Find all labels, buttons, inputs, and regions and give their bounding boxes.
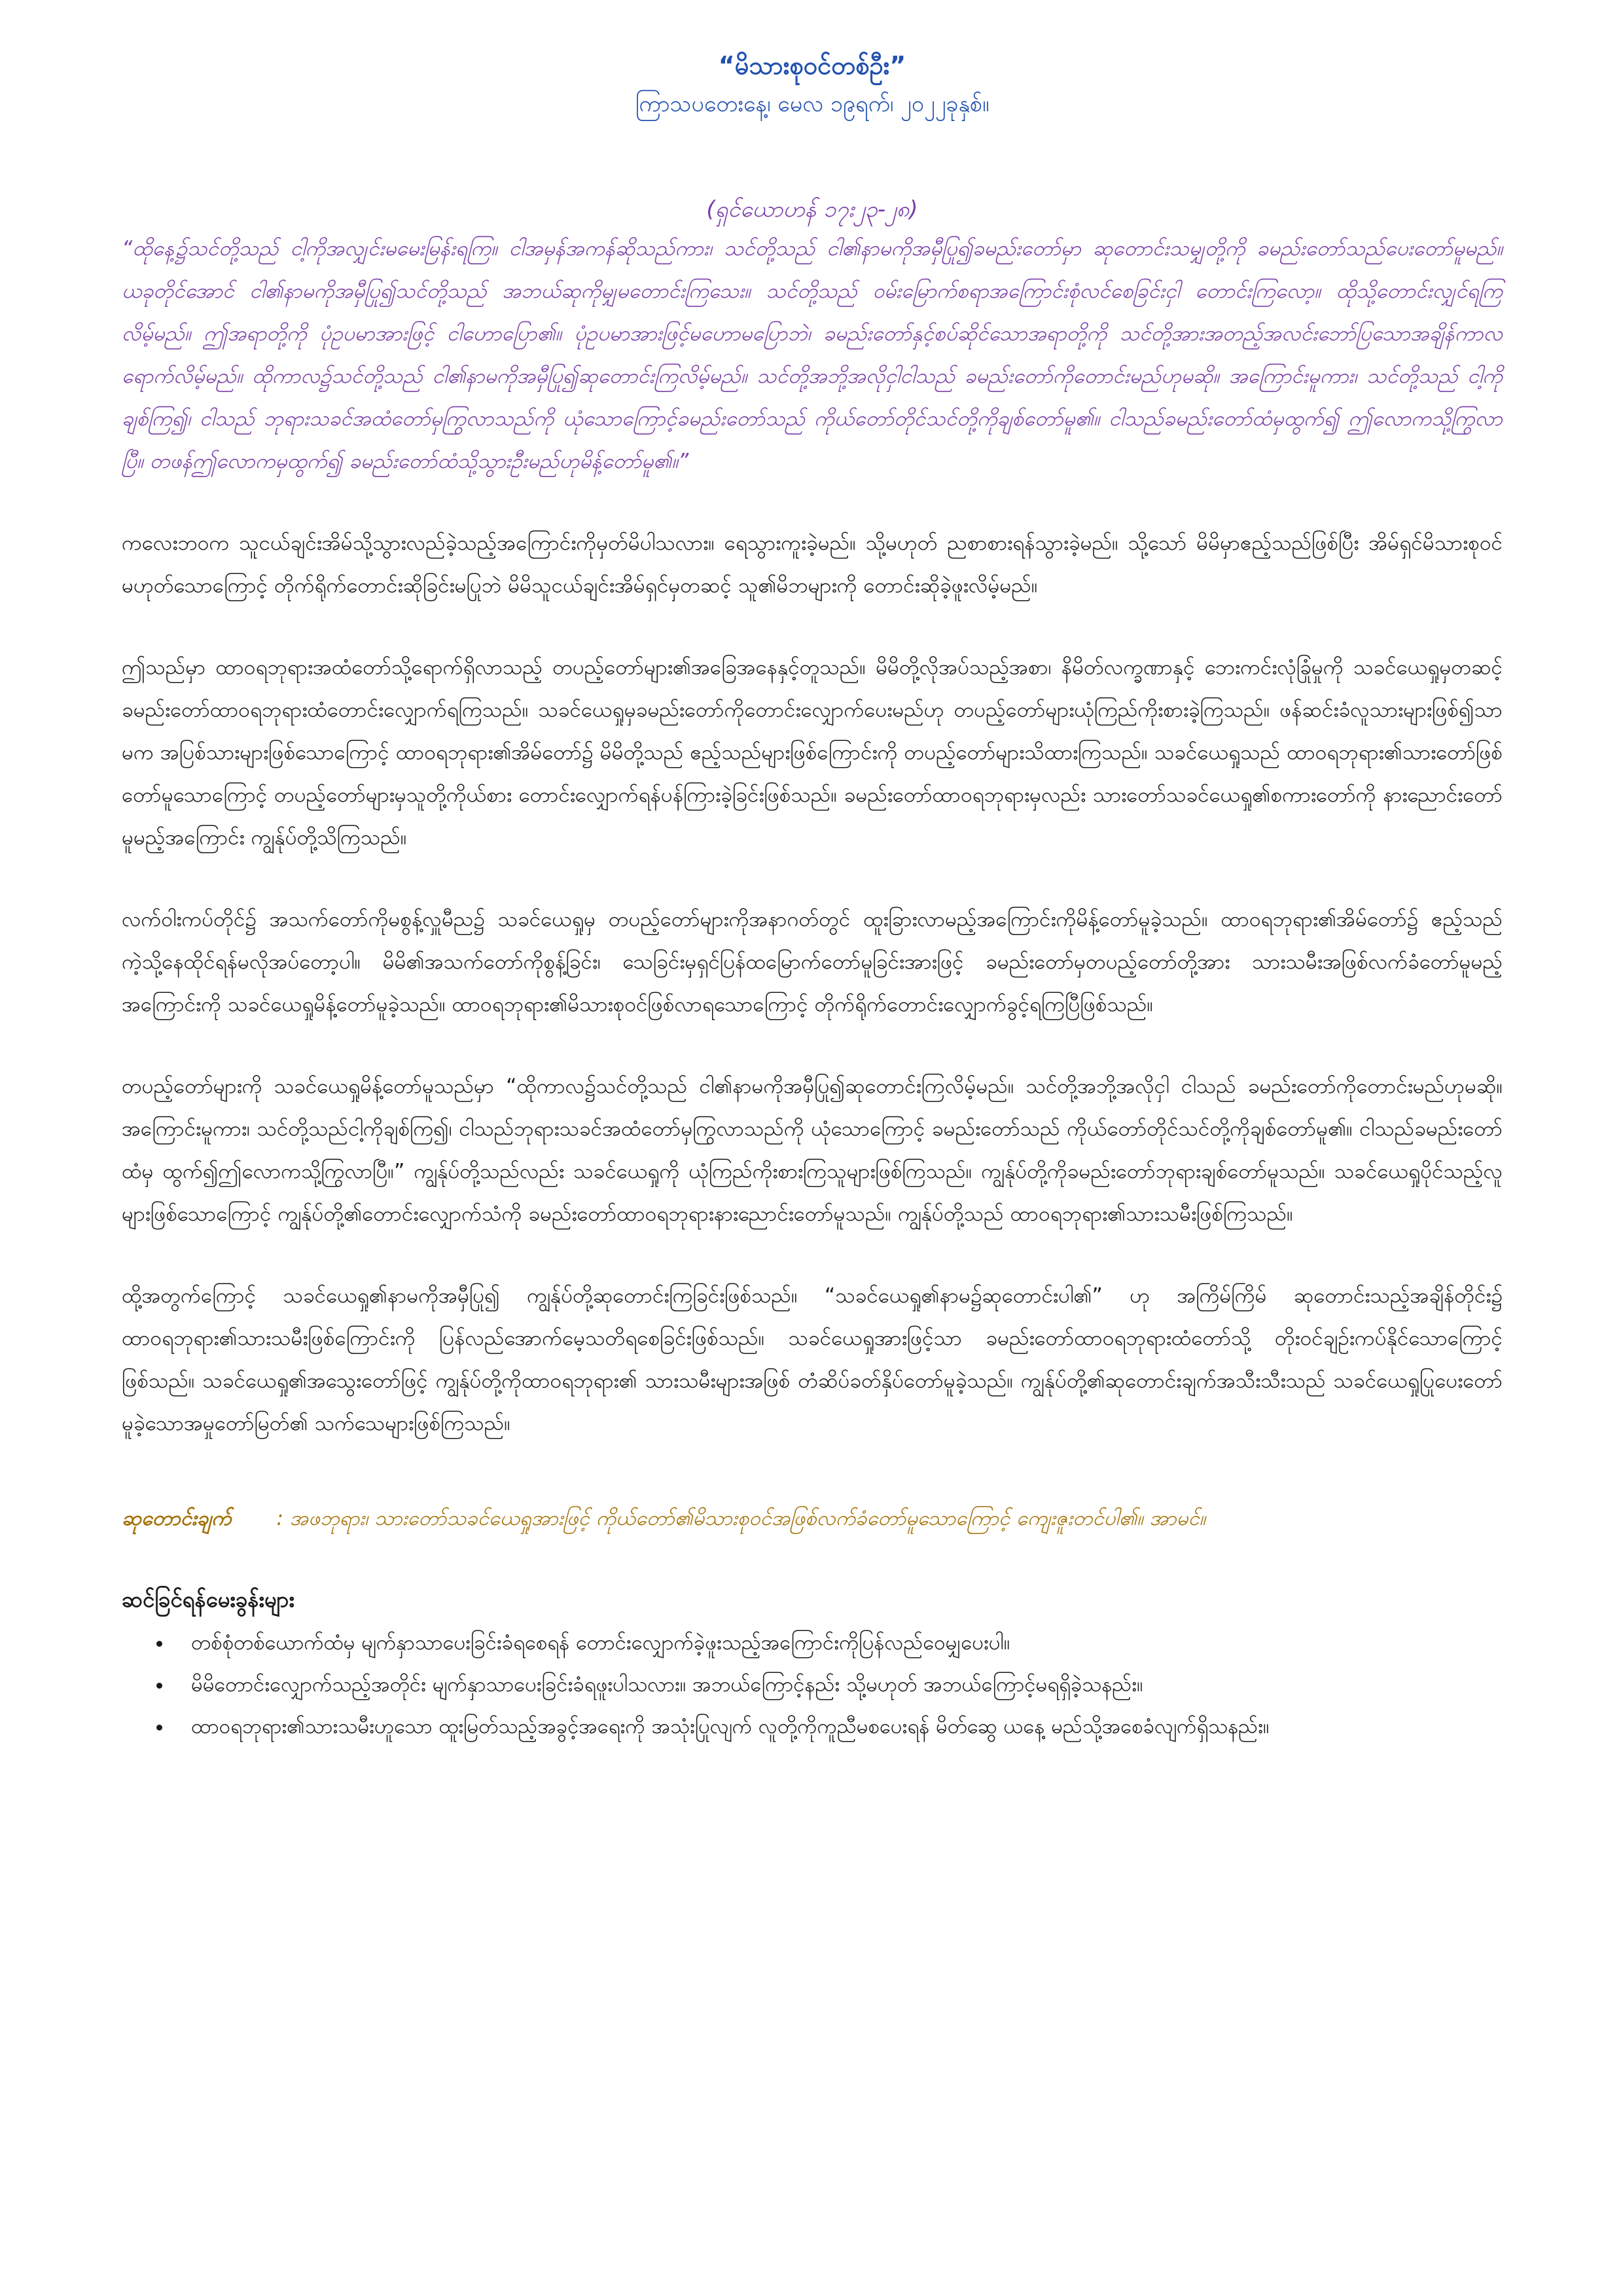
devotional-page (122, 46, 1503, 1749)
body-paragraph-2: ဤသည်မှာ ထာဝရဘုရားအထံတော်သို့ရောက်ရှိလာသည့် တပည့်တော်များ၏အခြေအနေနှင့်တူသည်။ မိမိတို့လိုအပ်သည့်အစာ၊ နိမိတ်လက္ခဏာနှင့် ဘေးကင်းလုံခြုံမှုကို သခင်ယေရှုမှတဆင့် ခမည်းတော်ထာဝရဘုရားထံတောင်းလျှောက်ရကြသည်။ သခင်ယေရှုမှခမည်းတော်ကိုတောင်းလျှောက်ပေးမည်ဟု တပည့်တော်များယုံကြည်ကိုးစားခဲ့ကြသည်။ ဖန်ဆင်းခံလူသားများဖြစ်၍သာမက အပြစ်သားများဖြစ်သောကြောင့် ထာဝရဘုရား၏အိမ်တော်၌ မိမိတို့သည် ဧည့်သည်များဖြစ်ကြောင်းကို တပည့်တော်များသိထားကြသည်။ သခင်ယေရှုသည် ထာဝရဘုရား၏သားတော်ဖြစ်တော်မူသောကြောင့် တပည့်တော်များမှသူတို့ကိုယ်စား တောင်းလျှောက်ရန်ပန်ကြားခဲ့ခြင်းဖြစ်သည်။ ခမည်းတော်ထာဝရဘုရားမှလည်း သားတော်သခင်ယေရှု၏စကားတော်ကို နားညောင်းတော်မူမည့်အကြောင်း ကျွန်ုပ်တို့သိကြသည်။ (122, 656, 1503, 850)
questions-heading: ဆင်ခြင်ရန်မေးခွန်းများ (122, 1587, 294, 1612)
prayer-block (122, 1499, 1503, 1538)
question-item-2: • မိမိတောင်းလျှောက်သည့်အတိုင်း မျက်နှာသာပေးခြင်းခံရဖူးပါသလား။ အဘယ်ကြောင့်နည်း သို့မဟုတ် အဘယ်ကြောင့်မရရှိခဲ့သနည်း။ (173, 1665, 1503, 1704)
body-paragraph-4: တပည့်တော်များကို သခင်ယေရှုမိန့်တော်မူသည်မှာ “ထိုကာလ၌သင်တို့သည် ငါ၏နာမကိုအမှီပြု၍ဆုတောင်းကြလိမ့်မည်။ သင်တို့အဘို့အလိုငှါ ငါသည် ခမည်းတော်ကိုတောင်းမည်ဟုမဆို။ အကြောင်းမူကား၊ သင်တို့သည်ငါ့ကိုချစ်ကြ၍၊ ငါသည်ဘုရားသခင်အထံတော်မှကြွလာသည်ကို ယုံသောကြောင့် ခမည်းတော်သည် ကိုယ်တော်တိုင်သင်တို့ကိုချစ်တော်မူ၏။ ငါသည်ခမည်းတော်ထံမှ ထွက်၍ဤလောကသို့ကြွလာပြီ။” ကျွန်ုပ်တို့သည်လည်း သခင်ယေရှုကို ယုံကြည်ကိုးစားကြသူများဖြစ်ကြသည်။ ကျွန်ုပ်တို့ကိုခမည်းတော်ဘုရားချစ်တော်မူသည်။ သခင်ယေရှုပိုင်သည့်လူများဖြစ်သောကြောင့် ကျွန်ုပ်တို့၏တောင်းလျှောက်သံကို ခမည်းတော်ထာဝရဘုရားနားညောင်းတော်မူသည်။ ကျွန်ုပ်တို့သည် ထာဝရဘုရား၏သားသမီးဖြစ်ကြသည်။ (122, 1075, 1503, 1226)
questions-list (122, 1623, 1503, 1746)
prayer-label: ဆုတောင်းချက် (122, 1507, 232, 1530)
question-item-1: • တစ်စုံတစ်ယောက်ထံမှ မျက်နှာသာပေးခြင်းခံရစေရန် တောင်းလျှောက်ခဲ့ဖူးသည့်အကြောင်းကိုပြန်လည်ဝေမျှပေးပါ။ (173, 1623, 1503, 1662)
body-paragraphs (122, 522, 1503, 1445)
body-paragraph-3: လက်ဝါးကပ်တိုင်၌ အသက်တော်ကိုမစွန့်လှူမီည၌ သခင်ယေရှုမှ တပည့်တော်များကိုအနာဂတ်တွင် ထူးခြားလာမည့်အကြောင်းကိုမိန့်တော်မူခဲ့သည်။ ထာဝရဘုရား၏အိမ်တော်၌ ဧည့်သည်ကဲ့သို့နေထိုင်ရန်မလိုအပ်တော့ပါ။ မိမိ၏အသက်တော်ကိုစွန့်ခြင်း၊ သေခြင်းမှရှင်ပြန်ထမြောက်တော်မူခြင်းအားဖြင့် ခမည်းတော်မှတပည့်တော်တို့အား သားသမီးအဖြစ်လက်ခံတော်မူမည့်အကြောင်းကို သခင်ယေရှုမိန့်တော်မူခဲ့သည်။ ထာဝရဘုရား၏မိသားစုဝင်ဖြစ်လာရသောကြောင့် တိုက်ရိုက်တောင်းလျှောက်ခွင့်ရကြပြီဖြစ်သည်။ (122, 908, 1503, 1016)
scripture-text: “ထိုနေ့၌သင်တို့သည် ငါ့ကိုအလျှင်းမမေးမြန်းရကြ။ ငါအမှန်အကန်ဆိုသည်ကား၊ သင်တို့သည် ငါ၏နာမကိုအမှီပြု၍ခမည်းတော်မှာ ဆုတောင်းသမျှတို့ကို ခမည်းတော်သည်ပေးတော်မူမည်။ ယခုတိုင်အောင် ငါ၏နာမကိုအမှီပြု၍သင်တို့သည် အဘယ်ဆုကိုမျှမတောင်းကြသေး။ သင်တို့သည် ဝမ်းမြောက်စရာအကြောင်းစုံလင်စေခြင်းငှါ တောင်းကြလော့။ ထိုသို့တောင်းလျှင်ရကြလိမ့်မည်။ ဤအရာတို့ကို ပုံဥပမာအားဖြင့် ငါဟောပြော၏။ ပုံဥပမာအားဖြင့်မဟောမပြောဘဲ၊ ခမည်းတော်နှင့်စပ်ဆိုင်သောအရာတို့ကို သင်တို့အားအတည့်အလင်းဘော်ပြသောအချိန်ကာလရောက်လိမ့်မည်။ ထိုကာလ၌သင်တို့သည် ငါ၏နာမကိုအမှီပြု၍ဆုတောင်းကြလိမ့်မည်။ သင်တို့အဘို့အလိုငှါငါသည် ခမည်းတော်ကိုတောင်းမည်ဟုမဆို။ အကြောင်းမူကား၊ သင်တို့သည် ငါ့ကိုချစ်ကြ၍၊ ငါသည် ဘုရားသခင်အထံတော်မှကြွလာသည်ကို ယုံသောကြောင့်ခမည်းတော်သည် ကိုယ်တော်တိုင်သင်တို့ကိုချစ်တော်မူ၏။ ငါသည်ခမည်းတော်ထံမှထွက်၍ ဤလောကသို့ကြွလာပြီ။ တဖန်ဤလောကမှထွက်၍ ခမည်းတော်ထံသို့သွားဦးမည်ဟုမိန့်တော်မူ၏။” (122, 237, 1503, 473)
body-paragraph-5: ထို့အတွက်ကြောင့် သခင်ယေရှု၏နာမကိုအမှီပြု၍ ကျွန်ုပ်တို့ဆုတောင်းကြခြင်းဖြစ်သည်။ “သခင်ယေရှု၏နာမ၌ဆုတောင်းပါ၏” ဟု အကြိမ်ကြိမ် ဆုတောင်းသည့်အချိန်တိုင်း၌ ထာဝရဘုရား၏သားသမီးဖြစ်ကြောင်းကို ပြန်လည်အောက်မေ့သတိရစေခြင်းဖြစ်သည်။ သခင်ယေရှုအားဖြင့်သာ ခမည်းတော်ထာဝရဘုရားထံတော်သို့ တိုးဝင်ချဉ်းကပ်နိုင်သောကြောင့်ဖြစ်သည်။ သခင်ယေရှု၏အသွေးတော်ဖြင့် ကျွန်ုပ်တို့ကိုထာဝရဘုရား၏ သားသမီးများအဖြစ် တံဆိပ်ခတ်နှိပ်တော်မူခဲ့သည်။ ကျွန်ုပ်တို့၏ဆုတောင်းချက်အသီးသီးသည် သခင်ယေရှုပြုပေးတော်မူခဲ့သောအမှုတော်မြတ်၏ သက်သေများဖြစ်ကြသည်။ (122, 1284, 1503, 1435)
page-date: ကြာသပတေးနေ့၊ မေလ ၁၉ရက်၊ ၂၀၂၂ခုနှစ်။ (635, 91, 990, 117)
prayer-text: : အဖဘုရား၊ သားတော်သခင်ယေရှုအားဖြင့် ကိုယ်တော်၏မိသားစုဝင်အဖြစ်လက်ခံတော်မူသောကြောင့် ကျေးဇူးတင်ပါ၏။ အာမင်။ (276, 1507, 1206, 1530)
scripture-reference: (ရှင်ယောဟန် ၁၇း၂၃-၂၈) (706, 196, 918, 223)
question-item-3: • ထာဝရဘုရား၏သားသမီးဟူသော ထူးမြတ်သည့်အခွင့်အရေးကို အသုံးပြုလျက် လူတို့ကိုကူညီမစပေးရန် မိတ်ဆွေ ယနေ့ မည်သို့အစေခံလျက်ရှိသနည်း။ (173, 1707, 1503, 1746)
body-paragraph-1: ကလေးဘဝက သူငယ်ချင်းအိမ်သို့သွားလည်ခဲ့သည့်အကြောင်းကိုမှတ်မိပါသလား။ ရေသွားကူးခဲ့မည်။ သို့မဟုတ် ညစာစားရန်သွားခဲ့မည်။ သို့သော် မိမိမှာဧည့်သည်ဖြစ်ပြီး အိမ်ရှင်မိသားစုဝင်မဟုတ်သောကြောင့် တိုက်ရိုက်တောင်းဆိုခြင်းမပြုဘဲ မိမိသူငယ်ချင်းအိမ်ရှင်မှတဆင့် သူ၏မိဘများကို တောင်းဆိုခဲ့ဖူးလိမ့်မည်။ (122, 531, 1503, 598)
page-title: “မိသားစုဝင်တစ်ဦး” (718, 51, 906, 80)
